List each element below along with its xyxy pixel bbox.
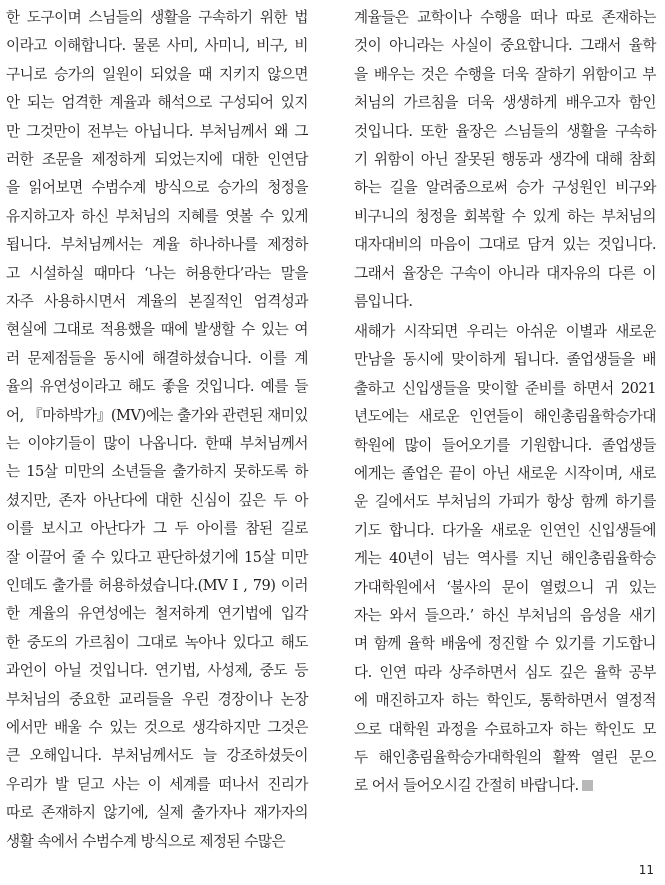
text-line: 을 배우는 것은 수행을 더욱 잘하기 위함이고 부 <box>354 65 656 83</box>
text-line: 으로 대학원 과정을 수료하고자 하는 학인도 모 <box>354 720 656 738</box>
text-line: 에서만 배울 수 있는 것으로 생각하지만 그것은 <box>6 719 308 736</box>
text-line: 학원에 많이 들어오기를 기원합니다. 졸업생들 <box>354 436 656 454</box>
text-line: 만남을 동시에 맞이하게 됩니다. 졸업생들을 배 <box>354 351 656 369</box>
text-line: 자주 사용하시면서 계율의 본질적인 엄격성과 <box>6 293 308 310</box>
text-line: 어, 『마하박가』(MV)에는 출가와 관련된 재미있 <box>6 406 308 424</box>
text-line: 는 15살 미만의 소년들을 출가하지 못하도록 하 <box>6 463 308 481</box>
text-line: 이라고 이해합니다. 물론 사미, 사미니, 비구, 비 <box>6 37 308 55</box>
text-line: 름입니다. <box>354 293 413 310</box>
text-line: 며 함께 율학 배움에 정진할 수 있기를 기도합니 <box>354 635 656 653</box>
text-line: 만 그것만이 전부는 아닙니다. 부처님께서 왜 그 <box>6 122 308 140</box>
text-line: 부처님의 중요한 교리들을 우린 경장이나 논장 <box>6 690 308 708</box>
text-line: 유지하고자 하신 부처님의 지혜를 엿볼 수 있게 <box>6 207 308 225</box>
text-line: 안 되는 엄격한 계율과 해석으로 구성되어 있지 <box>6 94 308 112</box>
text-line: 처님의 가르침을 더욱 생생하게 배우고자 함인 <box>354 94 656 112</box>
text-line: 잘 이끌어 줄 수 있다고 판단하셨기에 15살 미만 <box>6 548 308 566</box>
text-line: 그래서 율장은 구속이 아니라 대자유의 다른 이 <box>354 264 656 282</box>
text-line: 다. 인연 따라 상주하면서 심도 깊은 율학 공부 <box>354 663 656 681</box>
text-line: 에게는 졸업은 끝이 아닌 새로운 시작이며, 새로 <box>354 465 656 482</box>
text-line: 년도에는 새로운 인연들이 해인총림율학승가대 <box>354 408 656 426</box>
text-line: 대자대비의 마음이 그대로 담겨 있는 것입니다. <box>354 236 656 254</box>
end-of-article-mark <box>582 780 593 791</box>
text-line: 이를 보시고 아난다가 그 두 아이를 참된 길로 <box>6 520 308 538</box>
text-line: 러한 조문을 제정하게 되었는지에 대한 인연담 <box>6 151 308 168</box>
text-line: 러 문제점들을 동시에 해결하셨습니다. 이를 계 <box>6 349 308 367</box>
text-line: 계율들은 교학이나 수행을 떠나 따로 존재하는 <box>354 9 656 26</box>
text-line: 기도 합니다. 다가올 새로운 인연인 신입생들에 <box>354 521 656 539</box>
text-line: 운 길에서도 부처님의 가피가 항상 함께 하기를 <box>354 493 656 511</box>
text-line: 새해가 시작되면 우리는 아쉬운 이별과 새로운 <box>354 323 656 340</box>
text-line: 가대학원에서 ‘불사의 문이 열렸으니 귀 있는 <box>354 578 656 596</box>
text-line: 기 위함이 아닌 잘못된 행동과 생각에 대해 참회 <box>354 151 656 168</box>
text-line: 는 이야기들이 많이 나옵니다. 한때 부처님께서 <box>6 435 308 452</box>
text-line: 것이 아니라는 사실이 중요합니다. 그래서 율학 <box>354 37 656 55</box>
text-line: 큰 오해입니다. 부처님께서도 늘 강조하셨듯이 <box>6 747 308 765</box>
text-line: 우리가 발 딛고 사는 이 세계를 떠나서 진리가 <box>6 775 308 793</box>
page-number: 11 <box>638 863 654 877</box>
text-line: 한 계율의 유연성에는 철저하게 연기법에 입각 <box>6 605 308 623</box>
text-line: 생활 속에서 수범수계 방식으로 제정된 수많은 <box>6 832 286 850</box>
text-line: 한 도구이며 스님들의 생활을 구속하기 위한 법 <box>6 9 308 26</box>
text-line: 고 시설하실 때마다 ‘나는 허용한다’라는 말을 <box>6 264 308 282</box>
text-line: 로 어서 들어오시길 간절히 바랍니다. <box>354 772 656 800</box>
text-line: 율의 유연성이라고 해도 좋을 것입니다. 예를 들 <box>6 378 308 396</box>
text-line: 을 읽어보면 수범수계 방식으로 승가의 청정을 <box>6 179 308 197</box>
text-line: 비구니의 청정을 회복할 수 있게 하는 부처님의 <box>354 207 656 225</box>
text-line: 출하고 신입생들을 맞이할 준비를 하면서 2021 <box>354 379 656 397</box>
text-line: 한 중도의 가르침이 그대로 녹아나 있다고 해도 <box>6 633 308 651</box>
text-line: 두 해인총림율학승가대학원의 활짝 열린 문으 <box>354 749 656 766</box>
text-line: 따로 존재하지 않기에, 실제 출가자나 재가자의 <box>6 804 308 822</box>
text-line: 자는 와서 들으라.’ 하신 부처님의 음성을 새기 <box>354 607 656 624</box>
text-line: 에 매진하고자 하는 학인도, 통학하면서 열정적 <box>354 692 656 710</box>
text-line: 것입니다. 또한 율장은 스님들의 생활을 구속하 <box>354 122 656 140</box>
text-line: 됩니다. 부처님께서는 계율 하나하나를 제정하 <box>6 236 308 254</box>
text-line: 과언이 아닐 것입니다. 연기법, 사성제, 중도 등 <box>6 662 308 680</box>
text-line: 하는 길을 알려줌으로써 승가 구성원인 비구와 <box>354 179 656 197</box>
text-line: 인데도 출가를 허용하셨습니다.(MV I , 79) 이러 <box>6 577 308 594</box>
text-line: 현실에 그대로 적용했을 때에 발생할 수 있는 여 <box>6 321 308 339</box>
text-line: 구니로 승가의 일원이 되었을 때 지키지 않으면 <box>6 65 308 83</box>
text-line: 게는 40년이 넘는 역사를 지닌 해인총림율학승 <box>354 550 656 568</box>
text-line: 셨지만, 존자 아난다에 대한 신심이 깊은 두 아 <box>6 491 308 509</box>
